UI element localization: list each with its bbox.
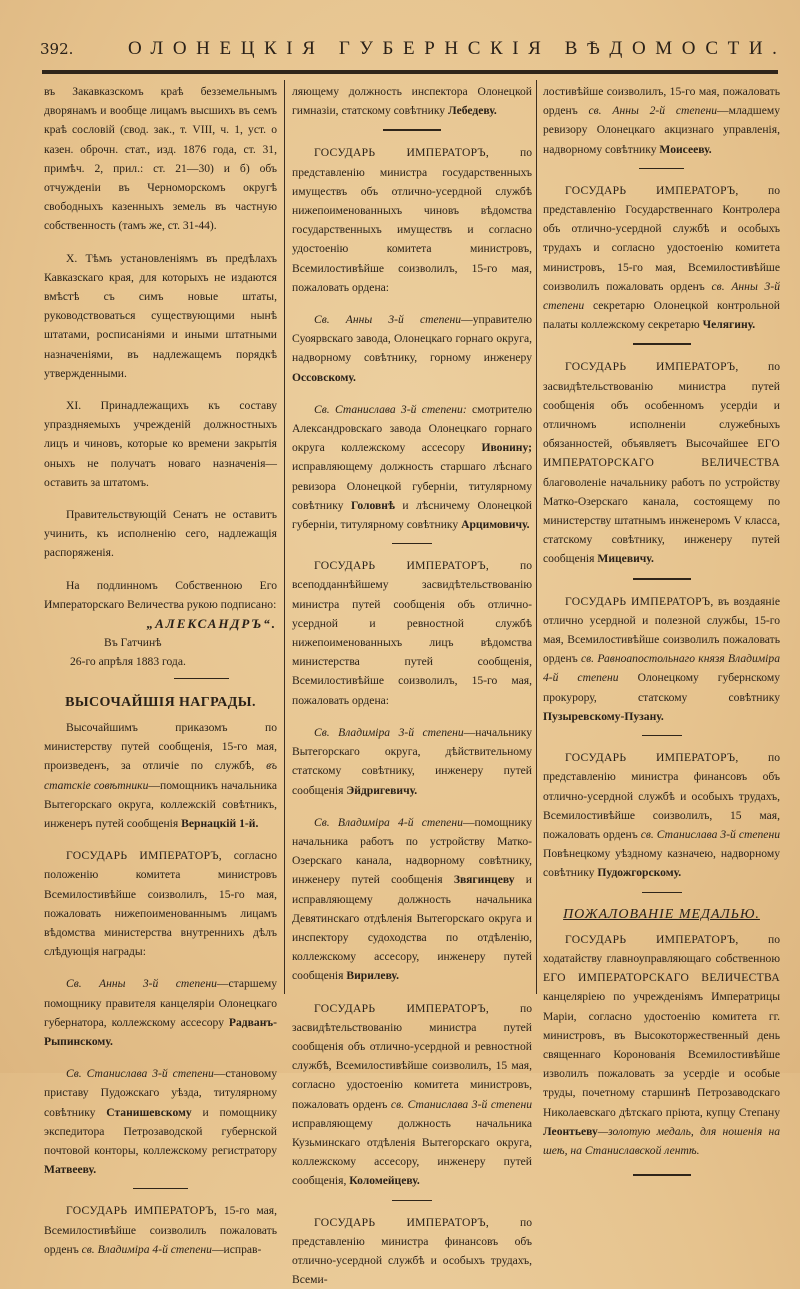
paragraph-senate: Правительствующій Сенатъ не оставитъ учинить, къ исполненію сего, надлежащія распоряженія.: [44, 508, 277, 560]
text: по всеподданнѣйшему засвидѣтельствованію министра путей сообщенія объ отлично-усердной и ревностной службѣ нижепоименованныхъ лицъ вѣдомства министерства путей сообщенія, Всемилостивѣйше соизволилъ, 15-го мая, пожаловать ордена:: [292, 559, 532, 707]
section-divider: [633, 578, 691, 580]
section-divider: [633, 343, 691, 345]
text: —становому приставу Пудожскаго уѣзда, титулярному совѣтнику: [44, 1067, 277, 1119]
signing-place: Въ Гатчинѣ: [104, 636, 162, 650]
paragraph-x: X. Тѣмъ установленіямъ въ предѣлахъ Кавказскаго края, для которыхъ не издаются вмѣстѣ съ симъ новые штаты, руководствоваться существующими нынѣ штатами, росписаніями и иными штатными назначеніями, въ надлежащемъ порядкѣ утвержденными.: [44, 251, 277, 380]
order-name: Св. Владиміра 3-й степени: [314, 725, 464, 739]
paragraph-decree: [543, 357, 780, 568]
paragraph-decree: [543, 930, 780, 1160]
person-name: Вернацкій 1-й.: [181, 816, 259, 830]
column-3: [543, 82, 780, 1188]
text: по представленію министра финансовъ объ отлично-усердной службѣ и особыхъ трудахъ, Всемилостивѣйше соизволилъ, 15 мая, пожаловать орденъ: [543, 751, 780, 841]
paragraph-award: [44, 974, 277, 1051]
paragraph-award: [292, 400, 532, 534]
paragraph-signed: На подлинномъ Собственною Его Императорскаго Величества рукою подписано:: [44, 578, 277, 611]
text: по представленію Государственнаго Контролера объ отлично-усердной службѣ и особыхъ трудахъ и согласно удостоенію комитета министровъ, 15-го мая, Всемилостивѣйше соизволилъ пожаловать орденъ: [543, 183, 780, 293]
section-divider: [642, 892, 682, 893]
emperor-caps: ГОСУДАРЬ ИМПЕРАТОРЪ,: [314, 1215, 490, 1229]
section-divider: [174, 678, 229, 679]
section-divider: [392, 543, 432, 544]
order-name: Св. Станислава 3-й степени:: [314, 402, 467, 416]
column-divider-1: [284, 80, 285, 994]
person-name: Лебедеву.: [448, 104, 497, 118]
column-1: [44, 82, 277, 1259]
text: по представленію министра финансовъ объ отлично-усердной службѣ и особыхъ трудахъ, Всеми-: [292, 1215, 532, 1287]
text: Олонецкому губернскому прокурору, статскому совѣтнику: [543, 671, 780, 704]
text: по засвидѣтельствованію министра путей сообщенія объ особенномъ усердіи и отличномъ исполненіи служебныхъ обязанностей, объявляетъ Высочайшее: [543, 360, 780, 451]
paragraph-decree: [292, 1213, 532, 1289]
paragraph-xi: XI. Принадлежащихъ къ составу упраздняемыхъ учрежденій должностныхъ лицъ и чиновъ, которые ко времени закрытія оныхъ не получатъ новаго назначенія—оставить за штатомъ.: [44, 399, 277, 489]
paragraph-decree: [44, 1201, 277, 1259]
emperor-caps: ГОСУДАРЬ ИМПЕРАТОРЪ,: [565, 932, 739, 946]
end-divider: [633, 1174, 691, 1176]
person-name: Вирилеву.: [346, 969, 399, 983]
person-name: Ивонину;: [481, 441, 532, 455]
emperor-caps: ГОСУДАРЬ ИМПЕРАТОРЪ,: [66, 1204, 218, 1218]
section-divider: [383, 129, 441, 131]
header-rule: [42, 70, 778, 74]
text: —помощникъ начальника Вытегорскаго округа, коллежскій совѣтникъ, инженеръ путей сообщенія: [44, 778, 277, 830]
section-heading-awards: ВЫСОЧАЙШІЯ НАГРАДЫ.: [65, 694, 256, 710]
text: —управителю Суоярвскаго завода, Олонецкаго горнаго округа, надворному совѣтнику, горному инженеру: [292, 313, 532, 365]
paragraph-award: [44, 1064, 277, 1179]
paragraph-decree: [292, 999, 532, 1191]
paragraph: [543, 82, 780, 159]
text: въ воздаяніе отлично усердной и полезной службы, 15-го мая, Всемилостивѣйше соизволилъ пожаловать орденъ: [543, 594, 780, 666]
emperor-caps: ГОСУДАРЬ ИМПЕРАТОРЪ,: [565, 360, 739, 374]
text: Повѣнецкому уѣздному казначею, надворному совѣтнику: [543, 847, 780, 880]
text: по засвидѣтельствованію министра путей сообщенія объ отлично-усердной и ревностной службѣ, Всемилостивѣйше соизволилъ, 15 мая, согласно удостоенію комитета министровъ, пожаловать орденъ: [292, 1001, 532, 1111]
paragraph-decree: [44, 846, 277, 961]
majesty-caps: ЕГО ИМПЕРАТОРСКАГО ВЕЛИЧЕСТВА: [543, 437, 780, 470]
paragraph-decree: [292, 143, 532, 297]
paragraph-award: [44, 718, 277, 833]
text: ляющему должность инспектора Олонецкой гимназіи, статскому совѣтнику: [292, 85, 532, 118]
order-name: св. Станислава 3-й степени: [640, 827, 780, 841]
text: —исправ-: [211, 1242, 262, 1256]
text: —начальнику Вытегорскаго округа, дѣйствительному статскому совѣтнику, инженеру путей сообщенія: [292, 725, 532, 797]
text: —старшему помощнику правителя канцеляріи Олонецкаго губернатора, коллежскому ассесору: [44, 977, 277, 1029]
text: исправляющему должность старшаго лѣснаго ревизора Олонецкой губерніи, титулярному совѣтнику: [292, 460, 532, 512]
text: секретарю Олонецкой контрольной палаты коллежскому секретарю: [543, 299, 780, 332]
text: —помощнику начальника работъ по устройству Матко-Озерскаго канала, надворному совѣтнику, инженеру путей сообщенія: [292, 815, 532, 887]
text: и исправляющему должность начальника Девятинскаго отдѣленія Вытегорскаго округа и инспектору судоходства по отдѣленію, коллежскому ассесору, инженеру путей сообщенія: [292, 873, 532, 983]
section-divider: [392, 1200, 432, 1201]
signature: „АЛЕКСАНДРЪ“.: [146, 616, 277, 632]
person-name: Моисееву.: [659, 142, 712, 156]
text: и помощнику экспедитора Петрозаводской губернской почтовой конторы, коллежскому регистратору: [44, 1105, 277, 1157]
paragraph-decree: [543, 181, 780, 335]
emperor-caps: ГОСУДАРЬ ИМПЕРАТОРЪ,: [565, 594, 714, 608]
order-name: св. Владиміра 4-й степени: [81, 1242, 212, 1256]
text: по ходатайству главноуправляющаго собственною: [543, 932, 780, 965]
text: —младшему ревизору Олонецкаго акцизнаго управленія, надворному совѣтнику: [543, 104, 780, 156]
newspaper-title: ОЛОНЕЦКІЯ ГУБЕРНСКІЯ ВѢДОМОСТИ.: [128, 38, 787, 59]
person-name: Эйдригевичу.: [346, 783, 418, 797]
majesty-caps: ЕГО ИМПЕРАТОРСКАГО ВЕЛИЧЕСТВА: [543, 971, 780, 985]
person-name: Коломейцеву.: [349, 1174, 420, 1188]
rank-text: въ статскіе совѣтники: [44, 759, 277, 792]
paragraph-decree: [543, 748, 780, 882]
emperor-caps: ГОСУДАРЬ ИМПЕРАТОРЪ,: [314, 146, 490, 160]
text: по представленію министра государственныхъ имуществъ объ отлично-усердной службѣ нижепоименованныхъ чиновъ вѣдомства государственныхъ имуществъ и согласно удостоенію комитета министровъ, Всемилостивѣйше соизволилъ, 15-го мая, пожаловать ордена:: [292, 146, 532, 294]
section-heading-medal: ПОЖАЛОВАНІЕ МЕДАЛЬЮ.: [563, 906, 760, 922]
person-name: Леонтьеву: [543, 1124, 598, 1138]
text: согласно положенію комитета министровъ Всемилостивѣйше соизволилъ, 15-го мая, пожаловать нижепоименованнымъ лицамъ вѣдомства министерства внутреннихъ дѣлъ слѣдующія награды:: [44, 849, 277, 959]
paragraph-award: [292, 310, 532, 387]
order-name: Св. Станислава 3-й степени: [66, 1067, 214, 1081]
person-name: Арцимовичу.: [461, 518, 530, 532]
column-2: [292, 82, 532, 1289]
emperor-caps: ГОСУДАРЬ ИМПЕРАТОРЪ,: [66, 849, 223, 863]
person-name: Мицевичу.: [597, 552, 654, 566]
person-name: Звягинцеву: [453, 873, 515, 887]
text: и лѣсничему Олонецкой губерніи, титулярному совѣтнику: [292, 498, 532, 532]
page-number: 392.: [40, 40, 74, 58]
signing-date: 26-го апрѣля 1883 года.: [70, 655, 186, 669]
person-name: Матвееву.: [44, 1163, 97, 1177]
person-name: Головнѣ: [350, 498, 395, 512]
section-divider: [639, 168, 684, 169]
person-name: Оссовскому.: [292, 370, 356, 384]
order-name: Св. Владиміра 4-й степени: [314, 815, 463, 829]
section-divider: [133, 1188, 188, 1189]
paragraph-award: [292, 813, 532, 986]
text: исправляющему должность начальника Кузьминскаго отдѣленія Вытегорскаго округа, коллежскому ассесору, инженеру путей сообщенія,: [292, 1116, 532, 1188]
text: Высочайшимъ приказомъ по министерству путей сообщенія, 15-го мая, произведенъ, за отличіе по службѣ,: [44, 720, 277, 773]
text: благоволеніе начальнику работъ по устройству Матко-Озерскаго канала, состоящему по министерству штатнымъ инженеромъ V класса, статскому совѣтнику, инженеру путей сообщенія: [543, 475, 780, 566]
paragraph-decree: [292, 556, 532, 710]
paragraph-decree: [543, 592, 780, 726]
text: канцеляріею по учрежденіямъ Императрицы Маріи, согласно удостоенію комитета гг. министровъ, въ Высокоторжественный день священнаго Коронованія Всемилостивѣйше изволилъ пожаловать за усердіе и особые труды, почетному старшинѣ Петрозаводскаго Николаевскаго дѣтскаго пріюта, купцу Степану: [543, 990, 780, 1119]
paragraph-award: [292, 723, 532, 800]
order-name: св. Анны 2-й степени: [588, 104, 718, 118]
medal-text: —золотую медаль, для ношенія на шеѣ, на Станиславской лентѣ.: [543, 1124, 780, 1157]
person-name: Челягину.: [702, 318, 756, 332]
paragraph: [292, 82, 532, 120]
emperor-caps: ГОСУДАРЬ ИМПЕРАТОРЪ,: [565, 751, 739, 765]
section-divider: [642, 735, 682, 736]
person-name: Пудожгорскому.: [597, 866, 682, 880]
person-name: Пузыревскому-Пузану.: [543, 709, 664, 723]
text: лостивѣйше соизволилъ, 15-го мая, пожаловать орденъ: [543, 85, 780, 118]
text: смотрителю Александровскаго завода Олонецкаго горнаго округа коллежскому ассесору: [292, 402, 532, 455]
emperor-caps: ГОСУДАРЬ ИМПЕРАТОРЪ,: [314, 1001, 490, 1015]
order-name: св. Станислава 3-й степени: [390, 1097, 532, 1111]
order-name: св. Анны 3-й степени: [543, 279, 780, 313]
order-name: Св. Анны 3-й степени: [314, 313, 462, 327]
order-name: св. Равноапостольнаго князя Владиміра 4-й степени: [543, 652, 780, 685]
person-name: Радванъ-Рыпинскому.: [44, 1015, 277, 1048]
person-name: Станишевскому: [106, 1105, 192, 1119]
text: 15-го мая, Всемилостивѣйше соизволилъ пожаловать орденъ: [44, 1204, 277, 1256]
paragraph: въ Закавказскомъ краѣ безземельнымъ дворянамъ и вообще лицамъ высшихъ въ семъ краѣ сословій (свод. зак., т. VIII, ч. 1, уст. о казен. оброчн. стат., изд. 1876 года, ст. 31, примѣч. 2, прил.: ст. 21—30) и б) объ отчужденіи въ Черноморскомъ округѣ свободныхъ казенныхъ земель въ частную собственность (тамъ же, ст. 31-44).: [44, 85, 277, 233]
emperor-caps: ГОСУДАРЬ ИМПЕРАТОРЪ,: [565, 183, 739, 197]
emperor-caps: ГОСУДАРЬ ИМПЕРАТОРЪ,: [314, 559, 490, 573]
page-header: [40, 36, 787, 66]
order-name: Св. Анны 3-й степени: [66, 977, 217, 991]
column-divider-2: [536, 80, 537, 994]
